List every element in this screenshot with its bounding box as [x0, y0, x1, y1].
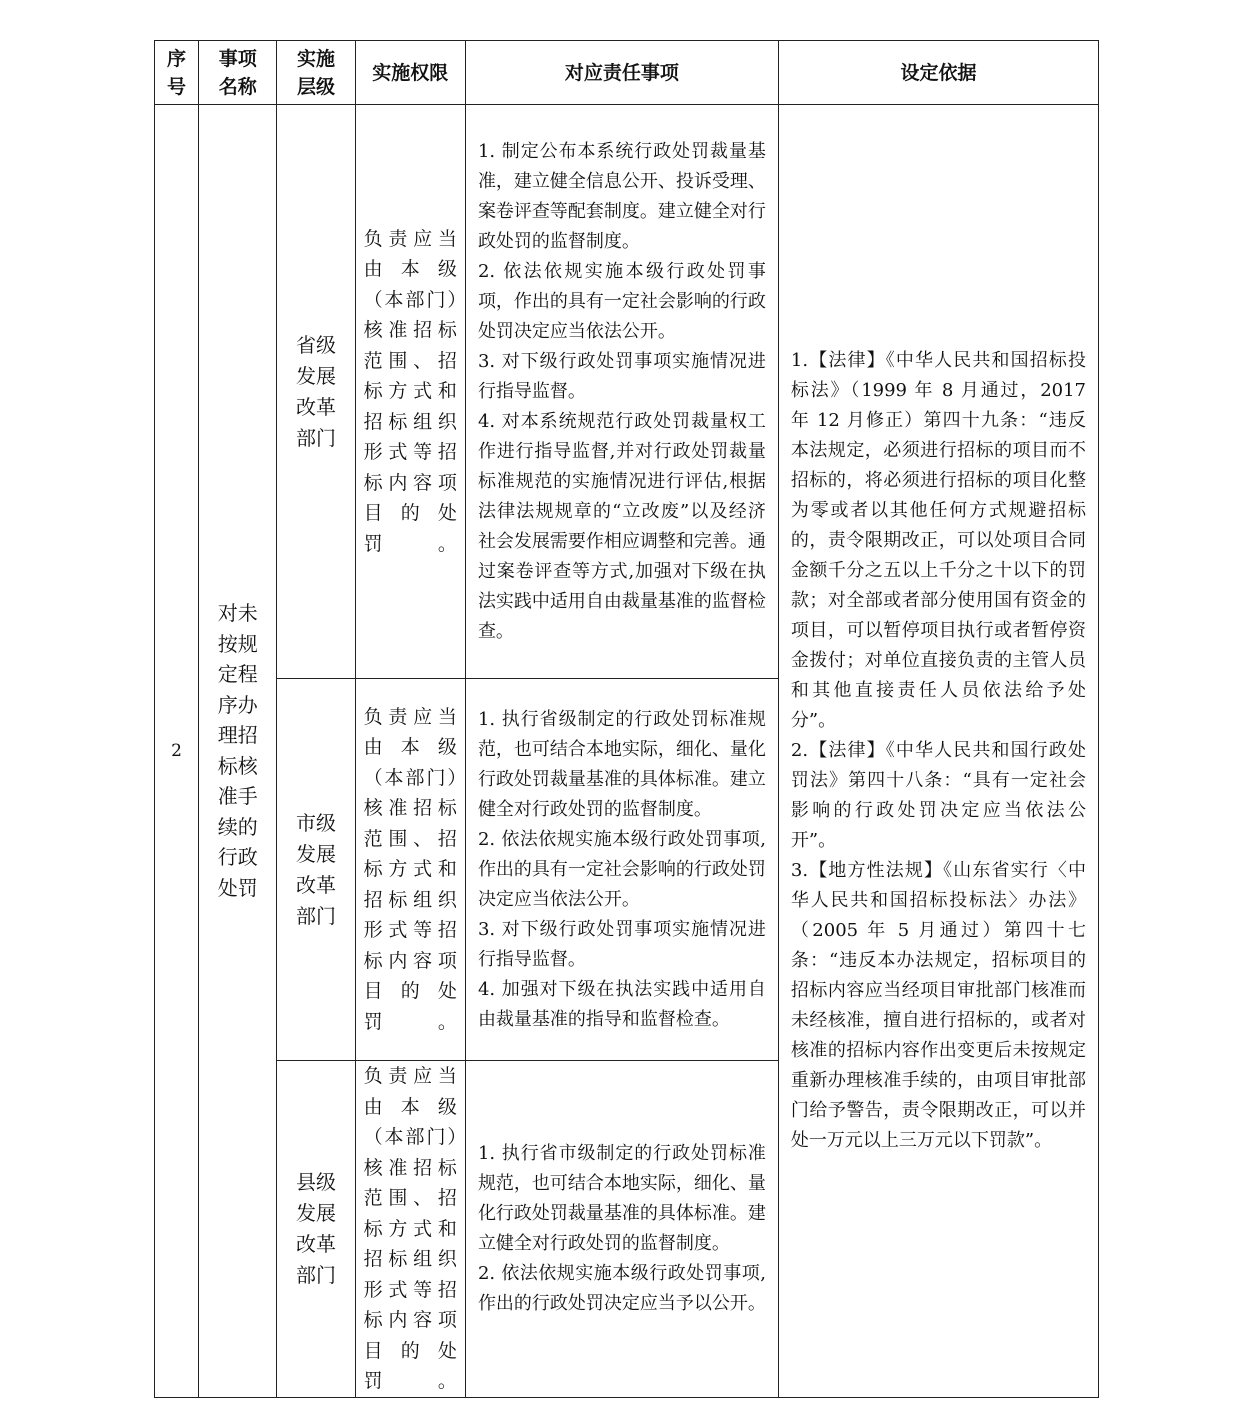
- seq-cell: 2: [155, 105, 199, 1398]
- table-row: [155, 105, 1099, 679]
- level-cell-county: 县级发展改革部门: [277, 1061, 355, 1398]
- item-name-cell: 对未按规定程序办理招标核准手续的行政处罚: [199, 105, 277, 1398]
- responsibility-item: 1. 执行省市级制定的行政处罚标准规范，也可结合本地实际，细化、量化行政处罚裁量基准的具体标准。建立健全对行政处罚的监督制度。: [477, 1142, 766, 1254]
- header-scope: 实施权限: [355, 41, 465, 105]
- header-basis: 设定依据: [778, 41, 1098, 105]
- responsibility-item: 2. 依法依规实施本级行政处罚事项,作出的行政处罚决定应当予以公开。: [477, 1262, 766, 1314]
- header-responsibilities: 对应责任事项: [465, 41, 778, 105]
- responsibility-item: 4. 对本系统规范行政处罚裁量权工作进行指导监督,并对行政处罚裁量标准规范的实施情况进行评估,根据法律法规规章的“立改废”以及经济社会发展需要作相应调整和完善。通过案卷评查等方式,加强对下级在执法实践中适用自由裁量基准的监督检查。: [477, 410, 766, 642]
- header-row: [155, 41, 1099, 105]
- responsibilities-cell-municipal: [465, 679, 778, 1061]
- responsibility-item: 2. 依法依规实施本级行政处罚事项，作出的具有一定社会影响的行政处罚决定应当依法公开。: [477, 260, 766, 342]
- authority-table: [154, 40, 1099, 1398]
- level-cell-municipal: 市级发展改革部门: [277, 679, 355, 1061]
- responsibility-item: 1. 执行省级制定的行政处罚标准规范，也可结合本地实际，细化、量化行政处罚裁量基准的具体标准。建立健全对行政处罚的监督制度。: [477, 708, 766, 820]
- scope-cell-municipal: 负责应当由本级（本部门）核准招标范围、招标方式和招标组织形式等招标内容项目的处罚。: [355, 679, 465, 1061]
- responsibility-item: 3. 对下级行政处罚事项实施情况进行指导监督。: [477, 350, 766, 402]
- responsibility-item: 1. 制定公布本系统行政处罚裁量基准，建立健全信息公开、投诉受理、案卷评查等配套制度。建立健全对行政处罚的监督制度。: [477, 140, 766, 252]
- responsibility-item: 4. 加强对下级在执法实践中适用自由裁量基准的指导和监督检查。: [477, 978, 766, 1030]
- responsibility-item: 2. 依法依规实施本级行政处罚事项,作出的具有一定社会影响的行政处罚决定应当依法公开。: [477, 828, 766, 910]
- scope-cell-county: 负责应当由本级（本部门）核准招标范围、招标方式和招标组织形式等招标内容项目的处罚。: [355, 1061, 465, 1398]
- basis-item: 1.【法律】《中华人民共和国招标投标法》（1999 年 8 月通过，2017 年 12 月修正）第四十九条：“违反本法规定，必须进行招标的项目而不招标的，将必须进行招标的项目化整为零或者以其他任何方式规避招标的，责令限期改正，可以处项目合同金额千分之五以上千分之十以下的罚款；对全部或者部分使用国有资金的项目，可以暂停项目执行或者暂停资金拨付；对单位直接负责的主管人员和其他直接责任人员依法给予处分”。: [790, 349, 1086, 731]
- basis-item: 3.【地方性法规】《山东省实行〈中华人民共和国招标投标法〉办法》（2005 年 5 月通过）第四十七条：“违反本办法规定，招标项目的招标内容应当经项目审批部门核准而未经核准，擅自进行招标的，或者对核准的招标内容作出变更后未按规定重新办理核准手续的，由项目审批部门给予警告，责令限期改正，可以并处一万元以上三万元以下罚款”。: [790, 859, 1086, 1151]
- header-seq: 序号: [155, 41, 199, 105]
- responsibilities-cell-provincial: [465, 105, 778, 679]
- responsibilities-cell-county: [465, 1061, 778, 1398]
- level-cell-provincial: 省级发展改革部门: [277, 105, 355, 679]
- header-level: 实施层级: [277, 41, 355, 105]
- responsibility-item: 3. 对下级行政处罚事项实施情况进行指导监督。: [477, 918, 766, 970]
- header-item-name: 事项名称: [199, 41, 277, 105]
- scope-cell-provincial: 负责应当由本级（本部门）核准招标范围、招标方式和招标组织形式等招标内容项目的处罚。: [355, 105, 465, 679]
- basis-item: 2.【法律】《中华人民共和国行政处罚法》第四十八条：“具有一定社会影响的行政处罚决定应当依法公开”。: [790, 739, 1086, 851]
- basis-cell: [778, 105, 1098, 1398]
